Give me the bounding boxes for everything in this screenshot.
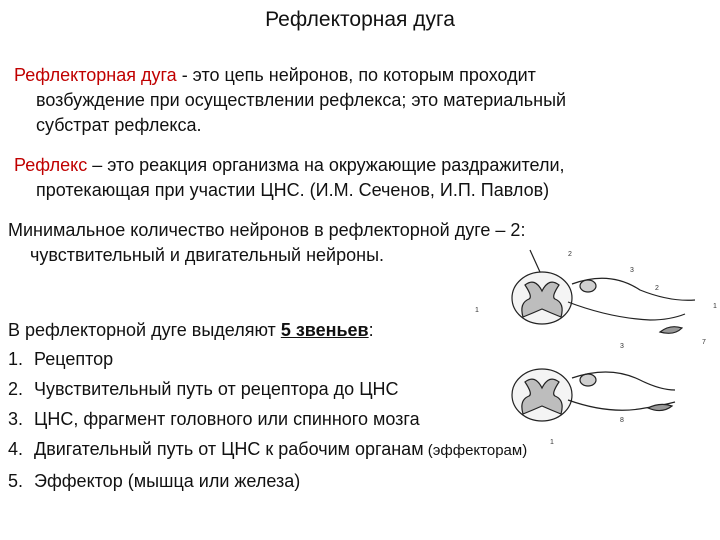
- diagram-label: 2: [655, 285, 659, 292]
- definition-reflex: [14, 153, 704, 203]
- motor-path-upper: [568, 302, 685, 320]
- list-number: 1.: [8, 349, 24, 369]
- term-reflex: Рефлекс: [14, 155, 88, 175]
- list-text: Двигательный путь от ЦНС к рабочим органам: [34, 439, 424, 459]
- diagram-label: 2: [568, 251, 572, 258]
- list-item: [8, 404, 527, 434]
- list-item: [8, 344, 527, 374]
- diagram-label: 3: [630, 267, 634, 274]
- ganglion-lower: [580, 374, 596, 386]
- diagram-label: 3: [620, 343, 624, 350]
- list-text: Рецептор: [34, 349, 114, 369]
- diagram-label: 1: [550, 439, 554, 446]
- effector-muscle-lower: [648, 404, 672, 410]
- list-text-extra: (эффекторам): [423, 442, 528, 459]
- list-text: Чувствительный путь от рецептора до ЦНС: [34, 379, 399, 399]
- list-intro-text: В рефлекторной дуге выделяют: [8, 320, 281, 340]
- note-text: Минимальное количество нейронов в рефлекторной дуге – 2:: [8, 220, 526, 240]
- list-text: ЦНС, фрагмент головного или спинного мозга: [34, 409, 420, 429]
- nerve-line: [530, 250, 540, 272]
- list-intro-emphasis: 5 звеньев: [280, 320, 369, 340]
- list-number: 4.: [8, 439, 24, 459]
- list-number: 2.: [8, 379, 24, 399]
- reflex-arc-diagram: [470, 240, 720, 455]
- diagram-label: 8: [620, 417, 624, 424]
- definition-reflex-arc: [14, 63, 704, 138]
- ganglion-upper: [580, 280, 596, 292]
- definition-text: субстрат рефлекса.: [36, 115, 202, 135]
- definition-text: протекающая при участии ЦНС. (И.М. Сеченов, И.П. Павлов): [36, 180, 550, 200]
- arc-links-list: [8, 344, 527, 496]
- definition-text: – это реакция организма на окружающие раздражители,: [87, 155, 565, 175]
- list-item: [8, 434, 527, 466]
- term-reflex-arc: Рефлекторная дуга: [14, 65, 177, 85]
- effector-muscle-upper: [660, 327, 682, 334]
- page-title: Рефлекторная дуга: [265, 8, 455, 31]
- diagram-label: 1: [475, 307, 479, 314]
- list-number: 5.: [8, 471, 24, 491]
- diagram-label: 7: [702, 339, 706, 346]
- list-item: [8, 374, 527, 404]
- definition-text: - это цепь нейронов, по которым проходит: [176, 65, 536, 85]
- list-intro: [8, 315, 374, 345]
- list-item: [8, 466, 527, 496]
- list-text: Эффектор (мышца или железа): [34, 471, 301, 491]
- note-text: чувствительный и двигательный нейроны.: [30, 245, 385, 265]
- list-number: 3.: [8, 409, 24, 429]
- list-intro-text: :: [368, 320, 374, 340]
- diagram-label: 1: [713, 303, 717, 310]
- definition-text: возбуждение при осуществлении рефлекса; это материальный: [36, 90, 567, 110]
